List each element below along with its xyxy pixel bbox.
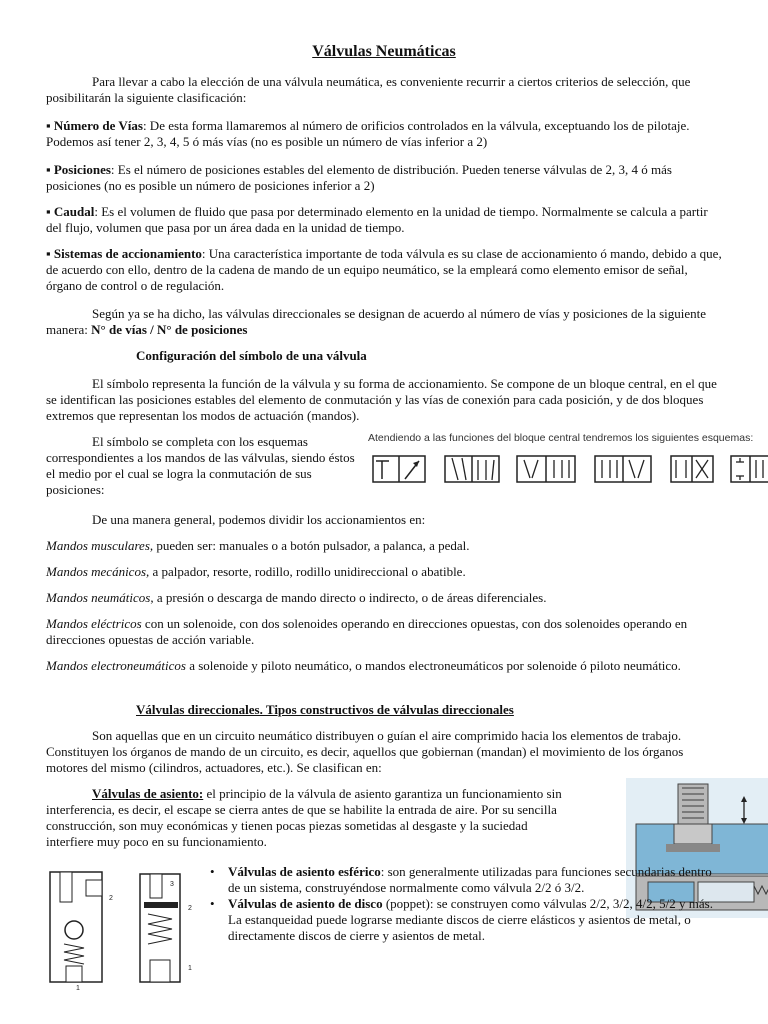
seat-types-list — [206, 864, 726, 944]
mando-neumaticos: Mandos neumáticos, a presión o descarga de mando directo o indirecto, o de áreas diferenciales. — [46, 590, 547, 605]
config-heading: Configuración del símbolo de una válvula — [136, 348, 367, 363]
port-label-2b: 2 — [188, 905, 192, 912]
port-label-1a: 1 — [188, 965, 192, 972]
symbol-paragraph: El símbolo se completa con los esquemas correspondientes a los mandos de las válvulas, siendo éstos el medio por el cual se logra la conmutación de sus posiciones: — [46, 434, 355, 497]
mando-electroneumaticos: Mandos electroneumáticos a solenoide y piloto neumático, o mandos electroneumáticos por solenoide ó piloto neumático. — [46, 658, 681, 673]
criterion-accionamiento: ▪ Sistemas de accionamiento: Una característica importante de toda válvula es su clase de accionamiento ó mando, debido a que, de acuerdo con ello, dentro de la cadena de mando de un equipo neumático, se la empleará como elemento emisor de señal, órgano de control o de regulación. — [46, 246, 722, 293]
mando-mecanicos: Mandos mecánicos, a palpador, resorte, rodillo, rodillo unidireccional o abatible. — [46, 564, 466, 579]
directional-heading: Válvulas direccionales. Tipos constructivos de válvulas direccionales — [136, 702, 514, 717]
intro-paragraph: Para llevar a cabo la elección de una válvula neumática, es conveniente recurrir a ciertos criterios de selección, que posibilitarán la siguiente clasificación: — [46, 74, 691, 105]
schematic-crossed-icon — [670, 452, 714, 486]
criterion-posiciones: ▪ Posiciones: Es el número de posiciones estables del elemento de distribución. Pueden tenerse válvulas de 2, 3, 4 ó más posiciones (no es posible un número de posiciones inferior a 2) — [46, 162, 672, 193]
bullet-icon: ▪ — [46, 118, 54, 133]
schematic-3-position-icon — [730, 452, 768, 486]
port-label-2a: 2 — [109, 895, 113, 902]
criterion-caudal: ▪ Caudal: Es el volumen de fluido que pasa por determinado elemento en la unidad de tiempo. Normalmente se calcula a partir del flujo, volumen que pasa por un área dada en la unidad de tiempo. — [46, 204, 708, 235]
schematics-caption: Atendiendo a las funciones del bloque central tendremos los siguientes esquemas: — [368, 432, 754, 444]
bullet-icon: ▪ — [46, 204, 54, 219]
mando-electricos: Mandos eléctricos con un solenoide, con dos solenoides operando en direcciones opuestas, con dos solenoides operando en direcciones opuestas de acción variable. — [46, 616, 688, 647]
port-label-1b: 1 — [76, 985, 80, 990]
schematic-4-2-icon — [516, 452, 576, 486]
seat-type-esferico: • Válvulas de asiento esférico: son generalmente utilizadas para funciones secundarias dentro de un sistema, construyéndose normalmente como válvula 2/2 ó 3/2. — [210, 864, 712, 895]
schematic-2-2-icon — [372, 452, 426, 486]
schematic-3-2-icon — [444, 452, 500, 486]
ball-seat-valve-figure — [46, 866, 206, 990]
bullet-icon: ▪ — [46, 162, 54, 177]
seat-valves-paragraph: Válvulas de asiento: el principio de la válvula de asiento garantiza un funcionamiento sin interferencia, es decir, el escape se cierra antes de que se habilite la entrada de aire. Por su sencilla construcción, son muy económicas y tienen pocas piezas sometidas al desgaste y la suciedad interfiere muy poco en su funcionamiento. — [46, 786, 562, 849]
seat-type-disco: • Válvulas de asiento de disco (poppet): se construyen como válvulas 2/2, 3/2, 4/2, 5/2 y más. La estanqueidad puede lograrse mediante discos de cierre elásticos y asientos de metal, o directamente discos de cierre y asientos de metal. — [210, 896, 713, 943]
schematic-5-2-icon — [594, 452, 652, 486]
bullet-icon: ▪ — [46, 246, 54, 261]
actuation-intro: De una manera general, podemos dividir los accionamientos en: — [92, 512, 426, 527]
port-label-3: 3 — [170, 881, 174, 888]
page-title: Válvulas Neumáticas — [312, 43, 456, 60]
bullet-icon: • — [210, 864, 215, 879]
mando-musculares: Mandos musculares, pueden ser: manuales o a botón pulsador, a palanca, a pedal. — [46, 538, 470, 553]
designation-paragraph: Según ya se ha dicho, las válvulas direccionales se designan de acuerdo al número de vías y posiciones de la siguiente manera: N° de vías / N° de posiciones — [46, 306, 707, 337]
directional-paragraph: Son aquellas que en un circuito neumático distribuyen o guían el aire comprimido hacia los elementos de trabajo. Constituyen los órganos de mando de un circuito, es decir, aquellos que gobiernan (mandan) el movimiento de los órganos motores del mismo (cilindros, actuadores, etc.). Se clasifican en: — [46, 728, 684, 775]
valve-schematics — [372, 452, 762, 488]
config-paragraph: El símbolo representa la función de la válvula y su forma de accionamiento. Se compone de un bloque central, en el que se identifican las posiciones estables del elemento de conmutación y las vías de conexión para cada posición, y de dos bloques extremos que representan los modos de actuación (mandos). — [46, 376, 717, 423]
criterion-vias: ▪ Número de Vías: De esta forma llamaremos al número de orificios controlados en la válvula, exceptuando los de pilotaje. Podemos así tener 2, 3, 4, 5 ó más vías (no es posible un número de vías inferior a 2) — [46, 118, 690, 149]
bullet-icon: • — [210, 896, 215, 911]
